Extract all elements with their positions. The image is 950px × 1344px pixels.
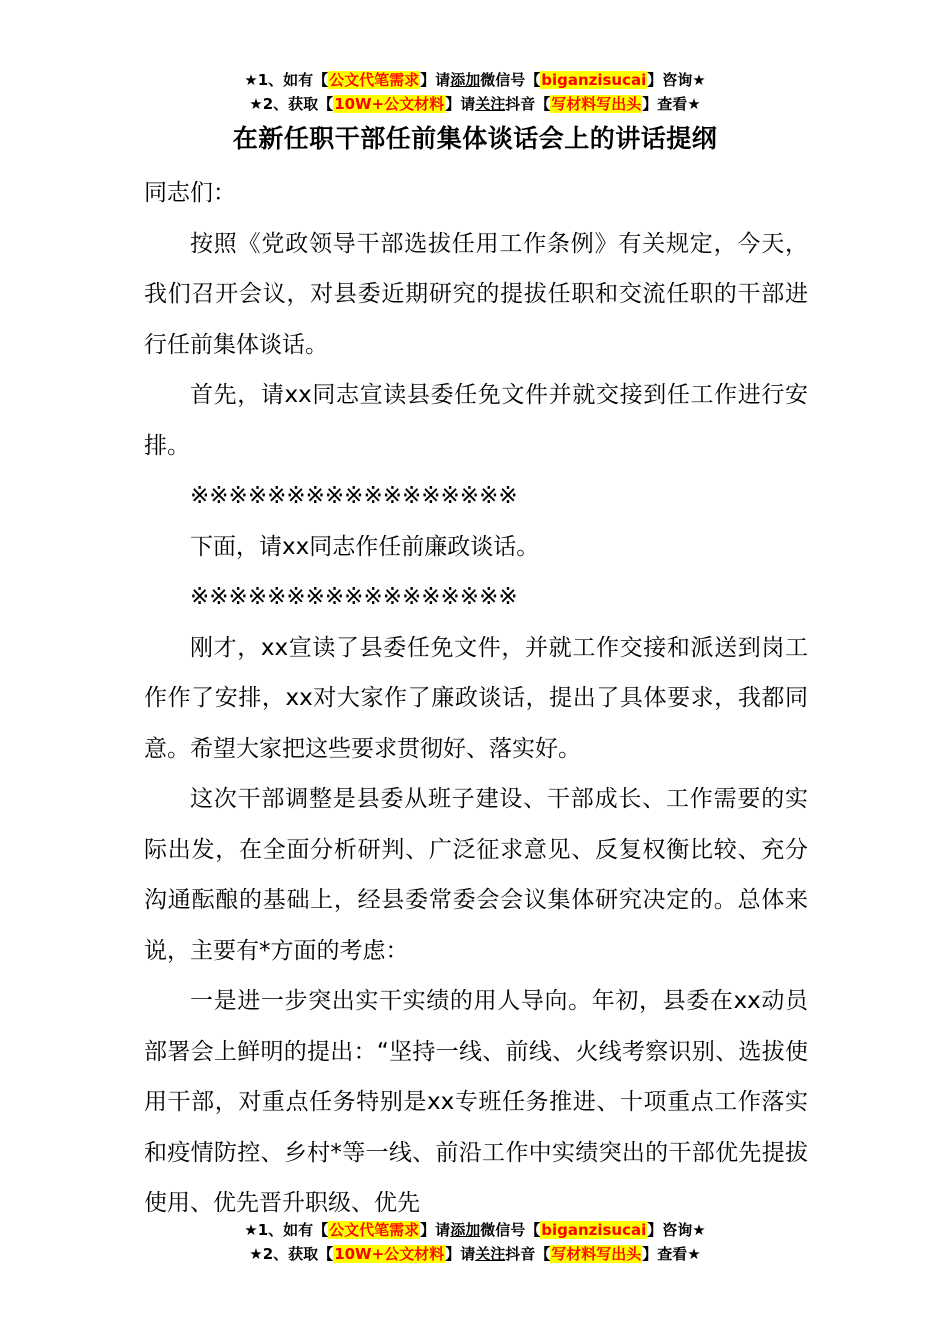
banner-text: 】查看★ [642,95,701,113]
banner-underlined: 添加 [450,71,481,89]
banner-text: ★1、如有【 [244,71,329,89]
document-title: 在新任职干部任前集体谈话会上的讲话提纲 [232,124,718,153]
salutation: 同志们： [144,180,236,206]
banner-text: 抖音【 [505,95,551,113]
banner-text: 】请 [445,95,476,113]
banner-underlined: 关注 [475,1245,506,1263]
banner-text: 微信号【 [480,71,541,89]
banner-highlight-douyin-id: 写材料写出头 [551,1245,642,1263]
banner-text: 】请 [420,1221,451,1239]
separator-line: ※※※※※※※※※※※※※※※※※ [190,584,518,610]
banner-text: ★1、如有【 [244,1221,329,1239]
banner-text: 】请 [445,1245,476,1263]
banner-line-2 [0,1242,950,1266]
banner-text: ★2、获取【 [249,95,334,113]
paragraph: 一是进一步突出实干实绩的用人导向。年初，县委在xx动员部署会上鲜明的提出：“坚持一线、前线、火线考察识别、选拔使用干部，对重点任务特别是xx专班任务推进、十项重点工作落实和疫情防控、乡村*等一线、前沿工作中实绩突出的干部优先提拔使用、优先晋升职级、优先 [144,988,808,1216]
banner-text: 抖音【 [505,1245,551,1263]
banner-highlight: 公文代笔需求 [329,1221,420,1239]
banner-line-1 [0,68,950,92]
paragraph: 下面，请xx同志作任前廉政谈话。 [190,533,540,560]
banner-text: ★2、获取【 [249,1245,334,1263]
banner-highlight: 公文代笔需求 [329,71,420,89]
banner-highlight-douyin-id: 写材料写出头 [551,95,642,113]
banner-text: 】查看★ [642,1245,701,1263]
paragraph: 刚才，xx宣读了县委任免文件，并就工作交接和派送到岗工作作了安排，xx对大家作了廉政谈话，提出了具体要求，我都同意。希望大家把这些要求贯彻好、落实好。 [144,634,808,762]
footer-banner [0,1218,950,1266]
banner-underlined: 添加 [450,1221,481,1239]
banner-text: 】咨询★ [647,1221,706,1239]
document-body [144,168,808,1229]
paragraph: 首先，请xx同志宣读县委任免文件并就交接到任工作进行安排。 [144,382,808,459]
banner-text: 】咨询★ [647,71,706,89]
paragraph: 这次干部调整是县委从班子建设、干部成长、工作需要的实际出发，在全面分析研判、广泛征求意见、反复权衡比较、充分沟通酝酿的基础上，经县委常委会会议集体研究决定的。总体来说，主要有*方面的考虑： [144,786,808,964]
header-banner [0,68,950,116]
banner-highlight: 10W+公文材料 [334,1245,445,1263]
banner-highlight: 10W+公文材料 [334,95,445,113]
banner-highlight-wechat-id: biganzisucai [541,1221,647,1239]
banner-text: 微信号【 [480,1221,541,1239]
separator-line: ※※※※※※※※※※※※※※※※※ [190,483,518,509]
banner-text: 】请 [420,71,451,89]
banner-line-2 [0,92,950,116]
banner-underlined: 关注 [475,95,506,113]
paragraph: 按照《党政领导干部选拔任用工作条例》有关规定，今天，我们召开会议，对县委近期研究的提拔任职和交流任职的干部进行任前集体谈话。 [144,230,808,358]
banner-highlight-wechat-id: biganzisucai [541,71,647,89]
banner-line-1 [0,1218,950,1242]
